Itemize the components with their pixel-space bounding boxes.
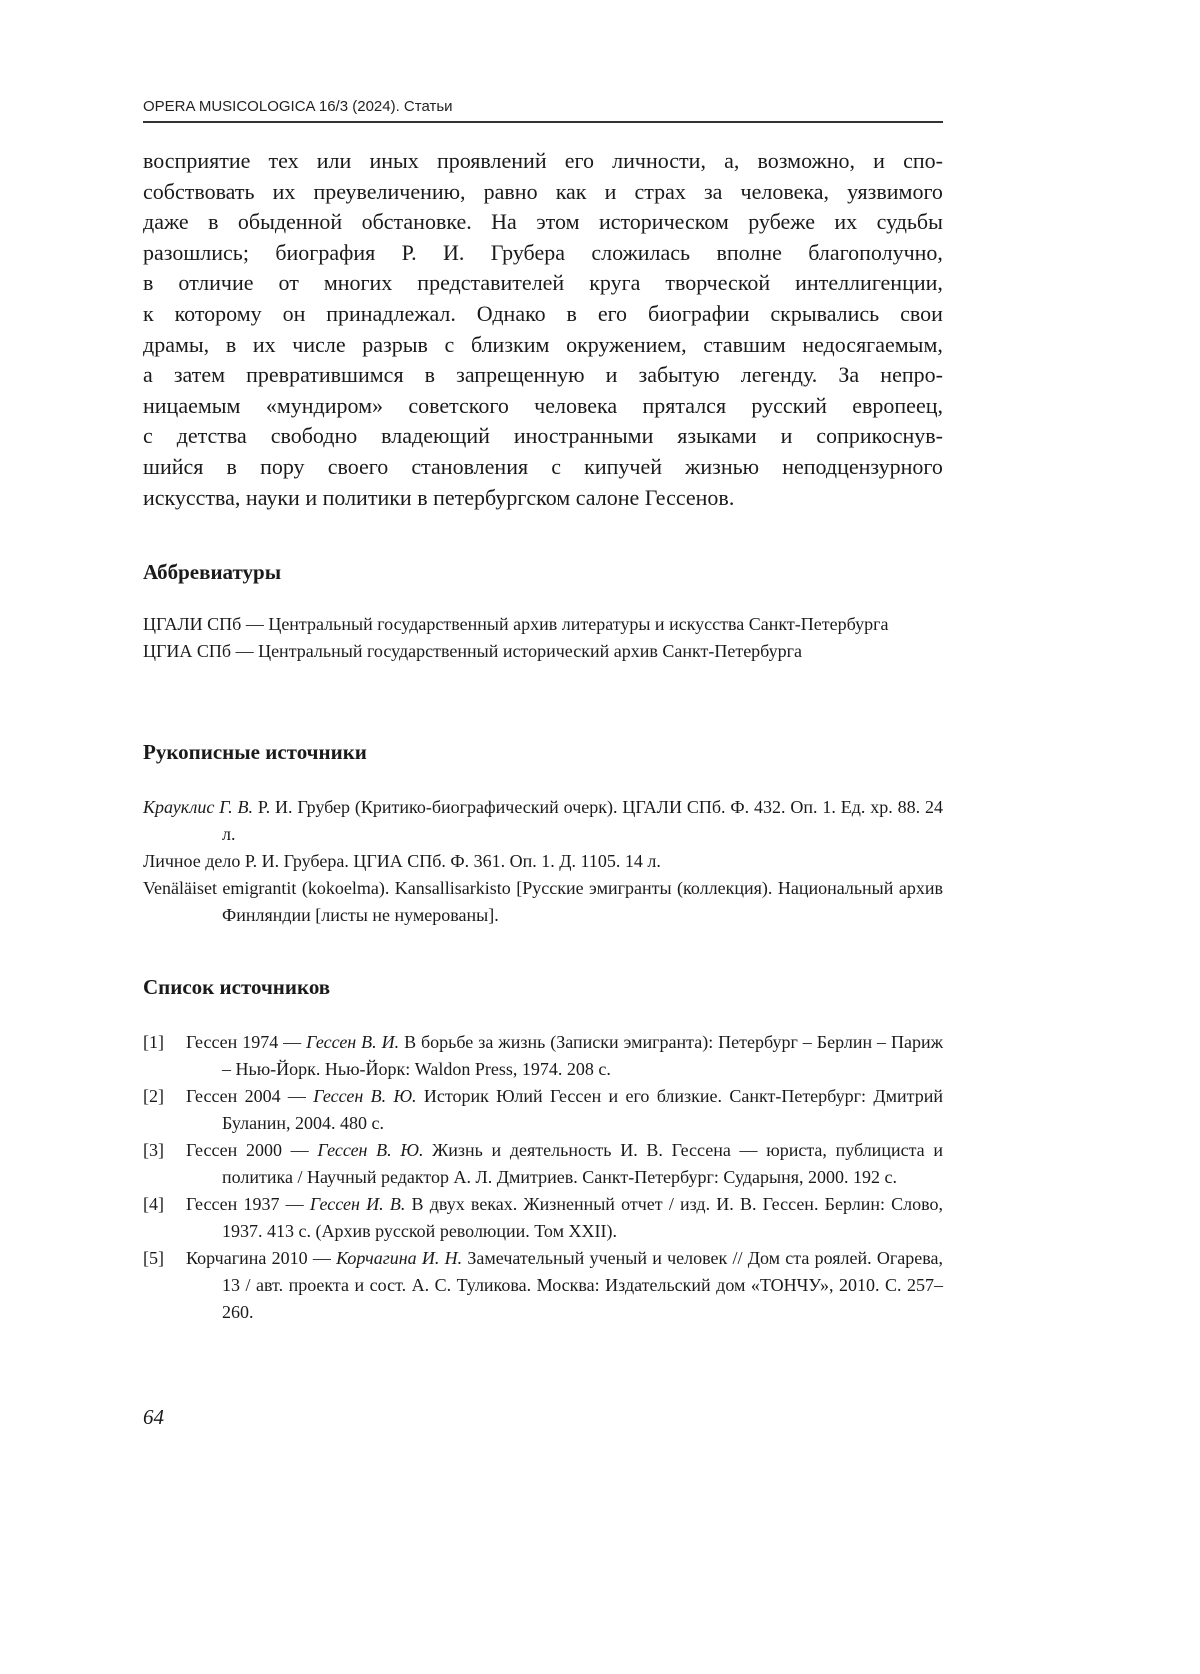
manuscripts-heading: Рукописные источники bbox=[143, 740, 367, 765]
body-line: шийся в пору своего становления с кипучей жизнью неподцензурного bbox=[143, 452, 943, 483]
source-item bbox=[143, 1083, 943, 1137]
abbreviations-list bbox=[143, 611, 943, 665]
manuscripts-list bbox=[143, 794, 943, 929]
source-key: Гессен 2000 — bbox=[186, 1140, 317, 1160]
source-item bbox=[143, 1245, 943, 1326]
sources-list bbox=[143, 1029, 943, 1326]
source-number: [1] bbox=[143, 1029, 164, 1056]
source-description: Жизнь и деятельность И. В. Гессена — юриста, публициста и политика / Научный редактор А. Л. Дмитриев. Санкт-Петербург: Сударыня, 2000. 192 с. bbox=[222, 1140, 943, 1187]
source-number: [2] bbox=[143, 1083, 164, 1110]
body-line: ницаемым «мундиром» советского человека прятался русский европеец, bbox=[143, 391, 943, 422]
body-line: разошлись; биография Р. И. Грубера сложилась вполне благополучно, bbox=[143, 238, 943, 269]
abbreviations-heading: Аббревиатуры bbox=[143, 560, 281, 585]
source-key: Гессен 2004 — bbox=[186, 1086, 313, 1106]
source-description: В двух веках. Жизненный отчет / изд. И. В. Гессен. Берлин: Слово, 1937. 413 с. (Архив русской революции. Том XXII). bbox=[222, 1194, 943, 1241]
source-description: В борьбе за жизнь (Записки эмигранта): Петербург – Берлин – Париж – Нью-Йорк. Нью-Йорк: Waldon Press, 1974. 208 с. bbox=[222, 1032, 943, 1079]
body-line: в отличие от многих представителей круга творческой интеллигенции, bbox=[143, 268, 943, 299]
source-text bbox=[186, 1029, 943, 1083]
source-description: Историк Юлий Гессен и его близкие. Санкт-Петербург: Дмитрий Буланин, 2004. 480 с. bbox=[222, 1086, 943, 1133]
source-author: Гессен И. В. bbox=[310, 1194, 405, 1214]
source-key: Гессен 1937 — bbox=[186, 1194, 310, 1214]
body-text bbox=[143, 146, 943, 513]
manuscript-text: Личное дело Р. И. Грубера. ЦГИА СПб. Ф. 361. Оп. 1. Д. 1105. 14 л. bbox=[143, 851, 661, 871]
manuscript-item bbox=[143, 848, 943, 875]
body-line: собствовать их преувеличению, равно как и страх за человека, уязвимого bbox=[143, 177, 943, 208]
source-author: Гессен В. Ю. bbox=[313, 1086, 416, 1106]
manuscript-author: Крауклис Г. В. bbox=[143, 797, 253, 817]
source-text bbox=[186, 1083, 943, 1137]
body-line: искусства, науки и политики в петербургском салоне Гессенов. bbox=[143, 483, 943, 514]
sources-heading: Список источников bbox=[143, 975, 330, 1000]
body-line: к которому он принадлежал. Однако в его биографии скрывались свои bbox=[143, 299, 943, 330]
source-text bbox=[186, 1245, 943, 1326]
abbreviation-item: ЦГАЛИ СПб — Центральный государственный архив литературы и искусства Санкт-Петербурга bbox=[143, 611, 943, 638]
source-description: Замечательный ученый и человек // Дом ста роялей. Огарева, 13 / авт. проекта и сост. А. С. Туликова. Москва: Издательский дом «ТОНЧУ», 2010. С. 257–260. bbox=[222, 1248, 943, 1322]
manuscript-item bbox=[143, 875, 943, 929]
running-header: OPERA MUSICOLOGICA 16/3 (2024). Статьи bbox=[143, 98, 943, 115]
source-key: Корчагина 2010 — bbox=[186, 1248, 336, 1268]
source-item bbox=[143, 1137, 943, 1191]
body-line: даже в обыденной обстановке. На этом историческом рубеже их судьбы bbox=[143, 207, 943, 238]
source-author: Корчагина И. Н. bbox=[336, 1248, 462, 1268]
source-text bbox=[186, 1191, 943, 1245]
body-line: восприятие тех или иных проявлений его личности, а, возможно, и спо- bbox=[143, 146, 943, 177]
header-rule bbox=[143, 121, 943, 123]
source-number: [5] bbox=[143, 1245, 164, 1272]
source-item bbox=[143, 1029, 943, 1083]
source-item bbox=[143, 1191, 943, 1245]
page-number: 64 bbox=[143, 1405, 164, 1430]
body-line: драмы, в их числе разрыв с близким окружением, ставшим недосягаемым, bbox=[143, 330, 943, 361]
source-author: Гессен В. И. bbox=[306, 1032, 399, 1052]
manuscript-text: Р. И. Грубер (Критико-биографический очерк). ЦГАЛИ СПб. Ф. 432. Оп. 1. Ед. хр. 88. 24 л. bbox=[222, 797, 943, 844]
source-number: [4] bbox=[143, 1191, 164, 1218]
abbreviation-item: ЦГИА СПб — Центральный государственный исторический архив Санкт-Петербурга bbox=[143, 638, 943, 665]
source-number: [3] bbox=[143, 1137, 164, 1164]
manuscript-text: Venäläiset emigrantit (kokoelma). Kansallisarkisto [Русские эмигранты (коллекция). Национальный архив Финляндии [листы не нумерованы]. bbox=[143, 878, 943, 925]
body-line: с детства свободно владеющий иностранными языками и соприкоснув- bbox=[143, 421, 943, 452]
manuscript-item bbox=[143, 794, 943, 848]
source-author: Гессен В. Ю. bbox=[317, 1140, 423, 1160]
source-text bbox=[186, 1137, 943, 1191]
body-line: а затем превратившимся в запрещенную и забытую легенду. За непро- bbox=[143, 360, 943, 391]
source-key: Гессен 1974 — bbox=[186, 1032, 306, 1052]
